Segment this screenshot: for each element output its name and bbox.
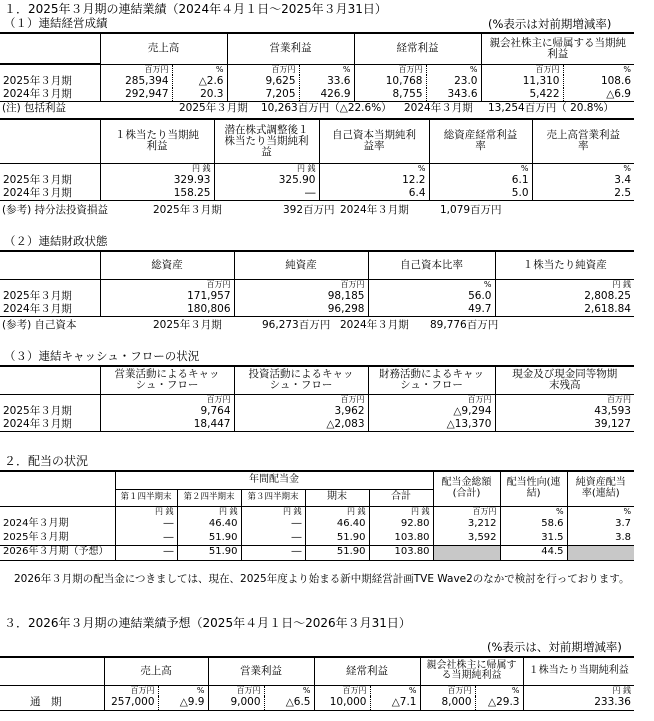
unit-spacer [0, 506, 115, 517]
header-q2: 第２四半期末 [177, 489, 241, 506]
cash-flow-table [0, 365, 634, 432]
unit-label: 円 銭 [214, 163, 319, 174]
unit-label: % [500, 506, 567, 517]
table-row [0, 75, 634, 88]
cell: 171,957 [100, 290, 234, 303]
cell: 92.80 [369, 517, 433, 531]
corner-cell [0, 119, 100, 163]
dividends-table [0, 470, 634, 561]
cell: 257,000 [104, 696, 158, 710]
unit-label: 百万円 [104, 685, 158, 696]
cell: 96,298 [234, 303, 368, 316]
note-equity: (参考) 自己資本 [2, 319, 77, 331]
header-total: 合計 [369, 489, 433, 506]
cell: △7.1 [370, 696, 420, 710]
cell: △9,294 [368, 405, 495, 418]
page-title: １．2025年３月期の連結業績（2024年４月１日～2025年３月31日） [4, 2, 387, 16]
cell: 6.1 [429, 174, 532, 187]
cell: 103.80 [369, 531, 433, 545]
cell: 2,808.25 [495, 290, 634, 303]
cell: 8,000 [420, 696, 475, 710]
unit-label: 円 銭 [369, 506, 433, 517]
note-value-current: 96,273百万円 [262, 319, 331, 331]
operating-results-table [0, 32, 634, 102]
cell: 11,310 [481, 75, 563, 88]
dividend-note: 2026年３月期の配当金につきましては、現在、2025年度より始まる新中期経営計画TVE Wave2のなかで検討を行っております。 [14, 573, 630, 585]
cell: △13,370 [368, 418, 495, 431]
unit-label: 百万円 [354, 64, 426, 75]
corner-cell [0, 366, 100, 394]
corner-cell [0, 251, 100, 279]
cell: 12.2 [319, 174, 429, 187]
header-sales: 売上高 [100, 33, 227, 64]
cell: 51.90 [177, 545, 241, 560]
header-equity-ratio: 自己資本比率 [368, 251, 495, 279]
unit-label: 円 銭 [100, 163, 214, 174]
row-label: 2025年３月期 [3, 405, 72, 417]
pct-note: (%表示は、対前期増減率) [487, 640, 622, 654]
cell: 18,447 [100, 418, 234, 431]
header-net-assets: 純資産 [234, 251, 368, 279]
table-row [0, 303, 634, 316]
row-label: 2024年３月期 [0, 418, 100, 431]
cell: △2.6 [172, 75, 227, 88]
table-row [0, 517, 634, 531]
cell: 10,000 [314, 696, 370, 710]
cell: △29.3 [475, 696, 523, 710]
unit-label: % [532, 163, 634, 174]
cell: 51.90 [177, 531, 241, 545]
header-net-income: 親会社株主に帰属する当期純利益 [420, 657, 523, 685]
header-diluted-eps: 潜在株式調整後１株当たり当期純利益 [214, 119, 319, 163]
section-heading-operating-results: （１）連結経営成績 [4, 16, 108, 30]
cell: 3.7 [567, 517, 634, 531]
table-row [0, 187, 634, 200]
note-period-current: 2025年３月期 [153, 319, 222, 331]
cell: 9,625 [227, 75, 299, 88]
corner-cell [0, 657, 104, 685]
cell: 325.90 [214, 174, 319, 187]
header-ordinary-profit: 経常利益 [314, 657, 420, 685]
note-period-prior: 2024年３月期 [404, 102, 473, 114]
row-label: 2025年３月期 [3, 290, 72, 302]
table-row [0, 545, 634, 560]
cell: 58.6 [500, 517, 567, 531]
cell: 3,592 [433, 531, 500, 545]
cell: 5,422 [481, 88, 563, 101]
unit-label: % [429, 163, 532, 174]
cell: 3.8 [567, 531, 634, 545]
unit-label: 百万円 [227, 64, 299, 75]
cell: 56.0 [368, 290, 495, 303]
cell: 108.6 [563, 75, 634, 88]
header-operating-margin: 売上高営業利益率 [532, 119, 634, 163]
forecast-table [0, 656, 634, 711]
header-cash-balance: 現金及び現金同等物期末残高 [495, 366, 634, 394]
section-heading-cash-flow: （３）連結キャッシュ・フローの状況 [4, 349, 200, 363]
header-roe: 自己資本当期純利益率 [319, 119, 429, 163]
cell: 46.40 [177, 517, 241, 531]
unit-label: 百万円 [100, 279, 234, 290]
unit-label: % [563, 64, 634, 75]
header-annual-dividend: 年間配当金 [115, 471, 433, 489]
cell: △6.9 [563, 88, 634, 101]
section-heading-dividends: ２．配当の状況 [4, 454, 89, 468]
cell: 44.5 [500, 545, 567, 560]
unit-label: 円 銭 [241, 506, 305, 517]
header-total-assets: 総資産 [100, 251, 234, 279]
header-bps: １株当たり純資産 [495, 251, 634, 279]
unit-label: 円 銭 [305, 506, 369, 517]
table-row [0, 88, 634, 101]
unit-label: 円 銭 [523, 685, 634, 696]
row-label: 2025年３月期 [3, 531, 69, 543]
row-label: 2025年３月期 [3, 75, 72, 87]
unit-label: 円 銭 [495, 279, 634, 290]
cell: 103.80 [369, 545, 433, 560]
note-value-prior: 1,079百万円 [440, 204, 502, 216]
cell: 43,593 [495, 405, 634, 418]
cell: 46.40 [305, 517, 369, 531]
cell: △6.5 [264, 696, 314, 710]
cell: ― [241, 545, 305, 560]
row-label: 2024年３月期 [0, 88, 100, 101]
table-row [0, 696, 634, 710]
header-payout-ratio: 配当性向(連結) [500, 471, 567, 506]
unit-label: 百万円 [495, 394, 634, 405]
cell: 2,618.84 [495, 303, 634, 316]
unit-label: % [319, 163, 429, 174]
unit-label: 百万円 [314, 685, 370, 696]
cell: 23.0 [426, 75, 481, 88]
cell: 285,394 [100, 75, 172, 88]
header-roa: 総資産経常利益率 [429, 119, 532, 163]
header-operating-profit: 営業利益 [227, 33, 354, 64]
cell: 49.7 [368, 303, 495, 316]
cell: 3,212 [433, 517, 500, 531]
unit-label: % [475, 685, 523, 696]
unit-label: 百万円 [433, 506, 500, 517]
row-label: 2025年３月期 [3, 174, 72, 186]
cell: 329.93 [100, 174, 214, 187]
cell: 158.25 [100, 187, 214, 200]
unit-label: % [368, 279, 495, 290]
cell: 9,764 [100, 405, 234, 418]
header-total-dividend: 配当金総額(合計) [433, 471, 500, 506]
row-label: 2024年３月期 [3, 517, 69, 529]
unit-label: % [264, 685, 314, 696]
table-row [0, 405, 634, 418]
header-sales: 売上高 [104, 657, 208, 685]
note-period-current: 2025年３月期 [179, 102, 248, 114]
unit-label: 百万円 [234, 279, 368, 290]
note-period-prior: 2024年３月期 [340, 319, 409, 331]
unit-label: % [370, 685, 420, 696]
cell: 39,127 [495, 418, 634, 431]
row-label: 2024年３月期 [0, 303, 100, 316]
cell: 51.90 [305, 545, 369, 560]
header-eps: １株当たり当期純利益 [100, 119, 214, 163]
unit-label: % [172, 64, 227, 75]
table-row [0, 290, 634, 303]
cell [433, 545, 500, 560]
cell: 7,205 [227, 88, 299, 101]
section-heading-financial-position: （２）連結財政状態 [4, 234, 108, 248]
cell: 20.3 [172, 88, 227, 101]
cell: 98,185 [234, 290, 368, 303]
unit-label: 百万円 [420, 685, 475, 696]
note-value-prior: 13,254百万円（ 20.8%） [488, 102, 614, 114]
unit-label: 百万円 [100, 64, 172, 75]
cell: △9.9 [158, 696, 208, 710]
cell: 33.6 [299, 75, 354, 88]
unit-label: 百万円 [208, 685, 264, 696]
cell: ― [115, 531, 177, 545]
note-value-current: 10,263百万円（△22.6%） [261, 102, 392, 114]
header-eps: １株当たり当期純利益 [523, 657, 634, 685]
unit-spacer [0, 279, 100, 290]
cell: 233.36 [523, 696, 634, 710]
cell: 3,962 [234, 405, 368, 418]
corner-cell [0, 471, 115, 489]
unit-spacer [0, 163, 100, 174]
unit-spacer [0, 64, 100, 75]
header-financing-cf: 財務活動によるキャッシュ・フロー [368, 366, 495, 394]
unit-spacer [0, 394, 100, 405]
table-row [0, 418, 634, 431]
cell: ― [214, 187, 319, 200]
cell: ― [241, 517, 305, 531]
cell [567, 545, 634, 560]
note-equity-method: (参考) 持分法投資損益 [2, 204, 109, 216]
corner-cell [0, 489, 115, 506]
per-share-table [0, 118, 634, 201]
header-q3: 第３四半期末 [241, 489, 305, 506]
note-value-current: 392百万円 [283, 204, 335, 216]
unit-label: 百万円 [100, 394, 234, 405]
unit-label: % [158, 685, 208, 696]
unit-label: % [567, 506, 634, 517]
cell: 6.4 [319, 187, 429, 200]
cell: ― [115, 545, 177, 560]
header-net-income: 親会社株主に帰属する当期純利益 [481, 33, 634, 64]
row-label: 通 期 [0, 696, 104, 710]
corner-cell [0, 33, 100, 64]
cell: 8,755 [354, 88, 426, 101]
unit-label: 百万円 [368, 394, 495, 405]
unit-label: % [426, 64, 481, 75]
header-operating-profit: 営業利益 [208, 657, 314, 685]
cell: 3.4 [532, 174, 634, 187]
note-period-current: 2025年３月期 [153, 204, 222, 216]
unit-label: 円 銭 [115, 506, 177, 517]
note-value-prior: 89,776百万円 [430, 319, 499, 331]
header-investing-cf: 投資活動によるキャッシュ・フロー [234, 366, 368, 394]
cell: ― [115, 517, 177, 531]
cell: 343.6 [426, 88, 481, 101]
section-heading-forecast: ３．2026年３月期の連結業績予想（2025年４月１日～2026年３月31日） [4, 616, 411, 630]
cell: 9,000 [208, 696, 264, 710]
unit-label: 円 銭 [177, 506, 241, 517]
row-label: 2026年３月期（予想） [0, 545, 115, 560]
cell: ― [241, 531, 305, 545]
cell: 51.90 [305, 531, 369, 545]
unit-label: % [299, 64, 354, 75]
cell: 10,768 [354, 75, 426, 88]
table-row [0, 531, 634, 545]
row-label: 2024年３月期 [0, 187, 100, 200]
pct-note: (%表示は対前期増減率) [488, 17, 612, 31]
cell: 426.9 [299, 88, 354, 101]
cell: 2.5 [532, 187, 634, 200]
table-row [0, 174, 634, 187]
cell: 5.0 [429, 187, 532, 200]
note-comprehensive-income: (注) 包括利益 [2, 102, 67, 114]
cell: 292,947 [100, 88, 172, 101]
header-operating-cf: 営業活動によるキャッシュ・フロー [100, 366, 234, 394]
cell: 180,806 [100, 303, 234, 316]
header-doe: 純資産配当率(連結) [567, 471, 634, 506]
header-year-end: 期末 [305, 489, 369, 506]
cell: 31.5 [500, 531, 567, 545]
unit-label: 百万円 [234, 394, 368, 405]
financial-position-table [0, 250, 634, 317]
cell: △2,083 [234, 418, 368, 431]
header-q1: 第１四半期末 [115, 489, 177, 506]
note-period-prior: 2024年３月期 [340, 204, 409, 216]
unit-spacer [0, 685, 104, 696]
unit-label: 百万円 [481, 64, 563, 75]
header-ordinary-profit: 経常利益 [354, 33, 481, 64]
